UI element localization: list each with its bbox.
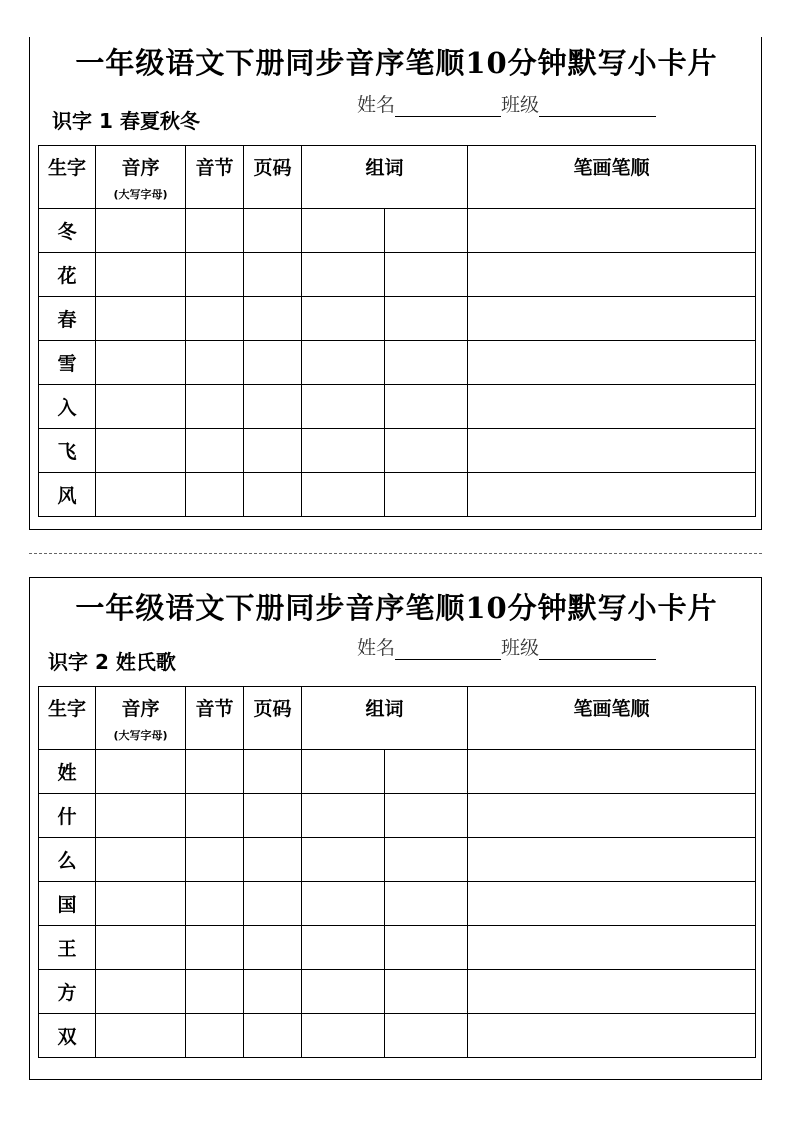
- char-cell: 春: [39, 297, 96, 341]
- strokes-cell[interactable]: [468, 209, 756, 253]
- class-label: 班级: [501, 637, 540, 659]
- order-cell[interactable]: [96, 1014, 186, 1058]
- page-cell[interactable]: [244, 970, 302, 1014]
- class-blank[interactable]: [539, 96, 656, 117]
- dictation-table: [38, 145, 756, 517]
- header-char: 生字: [39, 146, 96, 209]
- syllable-cell[interactable]: [186, 209, 244, 253]
- char-cell: 花: [39, 253, 96, 297]
- table-row: [39, 926, 756, 970]
- name-label: 姓名: [357, 637, 396, 659]
- table-row: [39, 970, 756, 1014]
- table-row: [39, 385, 756, 429]
- dictation-table: [38, 686, 756, 1058]
- table-row: [39, 750, 756, 794]
- header-order-label: 音序: [121, 698, 160, 720]
- word-cell-2[interactable]: [385, 429, 468, 473]
- syllable-cell[interactable]: [186, 297, 244, 341]
- word-cell-1[interactable]: [302, 838, 385, 882]
- word-cell-1[interactable]: [302, 385, 385, 429]
- order-cell[interactable]: [96, 429, 186, 473]
- table-row: [39, 341, 756, 385]
- page-cell[interactable]: [244, 385, 302, 429]
- char-cell: 双: [39, 1014, 96, 1058]
- page-cell[interactable]: [244, 209, 302, 253]
- header-order-label: 音序: [121, 157, 160, 179]
- syllable-cell[interactable]: [186, 1014, 244, 1058]
- word-cell-2[interactable]: [385, 1014, 468, 1058]
- word-cell-2[interactable]: [385, 926, 468, 970]
- strokes-cell[interactable]: [468, 750, 756, 794]
- char-cell: 风: [39, 473, 96, 517]
- table-row: [39, 794, 756, 838]
- strokes-cell[interactable]: [468, 341, 756, 385]
- word-cell-1[interactable]: [302, 209, 385, 253]
- strokes-cell[interactable]: [468, 926, 756, 970]
- order-cell[interactable]: [96, 926, 186, 970]
- strokes-cell[interactable]: [468, 1014, 756, 1058]
- name-class-bar: [357, 90, 656, 117]
- word-cell-2[interactable]: [385, 794, 468, 838]
- char-cell: 飞: [39, 429, 96, 473]
- word-cell-1[interactable]: [302, 970, 385, 1014]
- strokes-cell[interactable]: [468, 882, 756, 926]
- header-page: 页码: [244, 146, 302, 209]
- char-cell: 么: [39, 838, 96, 882]
- syllable-cell[interactable]: [186, 750, 244, 794]
- page-cell[interactable]: [244, 926, 302, 970]
- syllable-cell[interactable]: [186, 970, 244, 1014]
- char-cell: 姓: [39, 750, 96, 794]
- class-label: 班级: [501, 94, 540, 116]
- name-label: 姓名: [357, 94, 396, 116]
- table-row: [39, 253, 756, 297]
- header-order-note: (大写字母): [113, 729, 168, 742]
- header-page: 页码: [244, 687, 302, 750]
- char-cell: 什: [39, 794, 96, 838]
- header-strokes: 笔画笔顺: [468, 146, 756, 209]
- card-title: 一年级语文下册同步音序笔顺10分钟默写小卡片: [75, 591, 718, 625]
- header-syllable: 音节: [186, 687, 244, 750]
- lesson-title: 识字 1 春夏秋冬: [52, 109, 200, 133]
- order-cell[interactable]: [96, 838, 186, 882]
- order-cell[interactable]: [96, 750, 186, 794]
- word-cell-1[interactable]: [302, 429, 385, 473]
- syllable-cell[interactable]: [186, 429, 244, 473]
- header-order: [96, 146, 186, 209]
- word-cell-2[interactable]: [385, 838, 468, 882]
- word-cell-2[interactable]: [385, 750, 468, 794]
- syllable-cell[interactable]: [186, 882, 244, 926]
- name-class-bar: [357, 633, 656, 660]
- page-cell[interactable]: [244, 473, 302, 517]
- order-cell[interactable]: [96, 297, 186, 341]
- word-cell-2[interactable]: [385, 970, 468, 1014]
- strokes-cell[interactable]: [468, 473, 756, 517]
- strokes-cell[interactable]: [468, 970, 756, 1014]
- syllable-cell[interactable]: [186, 341, 244, 385]
- header-row: [39, 146, 756, 209]
- order-cell[interactable]: [96, 385, 186, 429]
- page-cell[interactable]: [244, 1014, 302, 1058]
- order-cell[interactable]: [96, 794, 186, 838]
- table-row: [39, 473, 756, 517]
- strokes-cell[interactable]: [468, 429, 756, 473]
- strokes-cell[interactable]: [468, 838, 756, 882]
- header-words: 组词: [302, 146, 468, 209]
- word-cell-2[interactable]: [385, 473, 468, 517]
- class-blank[interactable]: [539, 639, 656, 660]
- table-row: [39, 209, 756, 253]
- order-cell[interactable]: [96, 209, 186, 253]
- page-cell[interactable]: [244, 297, 302, 341]
- table-row: [39, 429, 756, 473]
- char-cell: 方: [39, 970, 96, 1014]
- order-cell[interactable]: [96, 253, 186, 297]
- table-row: [39, 1014, 756, 1058]
- word-cell-1[interactable]: [302, 750, 385, 794]
- name-blank[interactable]: [395, 96, 501, 117]
- word-cell-1[interactable]: [302, 794, 385, 838]
- card-title: 一年级语文下册同步音序笔顺10分钟默写小卡片: [75, 46, 718, 80]
- page-cell[interactable]: [244, 838, 302, 882]
- syllable-cell[interactable]: [186, 253, 244, 297]
- char-cell: 冬: [39, 209, 96, 253]
- strokes-cell[interactable]: [468, 385, 756, 429]
- header-words: 组词: [302, 687, 468, 750]
- char-cell: 王: [39, 926, 96, 970]
- word-cell-1[interactable]: [302, 882, 385, 926]
- header-order: [96, 687, 186, 750]
- word-cell-1[interactable]: [302, 926, 385, 970]
- word-cell-2[interactable]: [385, 882, 468, 926]
- char-cell: 国: [39, 882, 96, 926]
- lesson-title: 识字 2 姓氏歌: [48, 650, 176, 674]
- char-cell: 入: [39, 385, 96, 429]
- word-cell-1[interactable]: [302, 253, 385, 297]
- order-cell[interactable]: [96, 882, 186, 926]
- word-cell-2[interactable]: [385, 253, 468, 297]
- page-cell[interactable]: [244, 750, 302, 794]
- header-strokes: 笔画笔顺: [468, 687, 756, 750]
- word-cell-2[interactable]: [385, 341, 468, 385]
- word-cell-2[interactable]: [385, 297, 468, 341]
- page-cell[interactable]: [244, 794, 302, 838]
- cut-line-divider: [29, 553, 762, 554]
- dictation-card-1: [29, 37, 762, 530]
- syllable-cell[interactable]: [186, 473, 244, 517]
- page-cell[interactable]: [244, 253, 302, 297]
- word-cell-1[interactable]: [302, 341, 385, 385]
- strokes-cell[interactable]: [468, 297, 756, 341]
- order-cell[interactable]: [96, 970, 186, 1014]
- word-cell-2[interactable]: [385, 385, 468, 429]
- order-cell[interactable]: [96, 341, 186, 385]
- name-blank[interactable]: [395, 639, 501, 660]
- header-order-note: (大写字母): [113, 188, 168, 201]
- char-cell: 雪: [39, 341, 96, 385]
- table-row: [39, 838, 756, 882]
- page-cell[interactable]: [244, 341, 302, 385]
- dictation-card-2: [29, 577, 762, 1080]
- syllable-cell[interactable]: [186, 385, 244, 429]
- strokes-cell[interactable]: [468, 253, 756, 297]
- page-cell[interactable]: [244, 429, 302, 473]
- header-char: 生字: [39, 687, 96, 750]
- order-cell[interactable]: [96, 473, 186, 517]
- word-cell-1[interactable]: [302, 1014, 385, 1058]
- table-row: [39, 882, 756, 926]
- syllable-cell[interactable]: [186, 794, 244, 838]
- word-cell-2[interactable]: [385, 209, 468, 253]
- page-cell[interactable]: [244, 882, 302, 926]
- word-cell-1[interactable]: [302, 473, 385, 517]
- word-cell-1[interactable]: [302, 297, 385, 341]
- header-row: [39, 687, 756, 750]
- table-row: [39, 297, 756, 341]
- strokes-cell[interactable]: [468, 794, 756, 838]
- syllable-cell[interactable]: [186, 838, 244, 882]
- syllable-cell[interactable]: [186, 926, 244, 970]
- header-syllable: 音节: [186, 146, 244, 209]
